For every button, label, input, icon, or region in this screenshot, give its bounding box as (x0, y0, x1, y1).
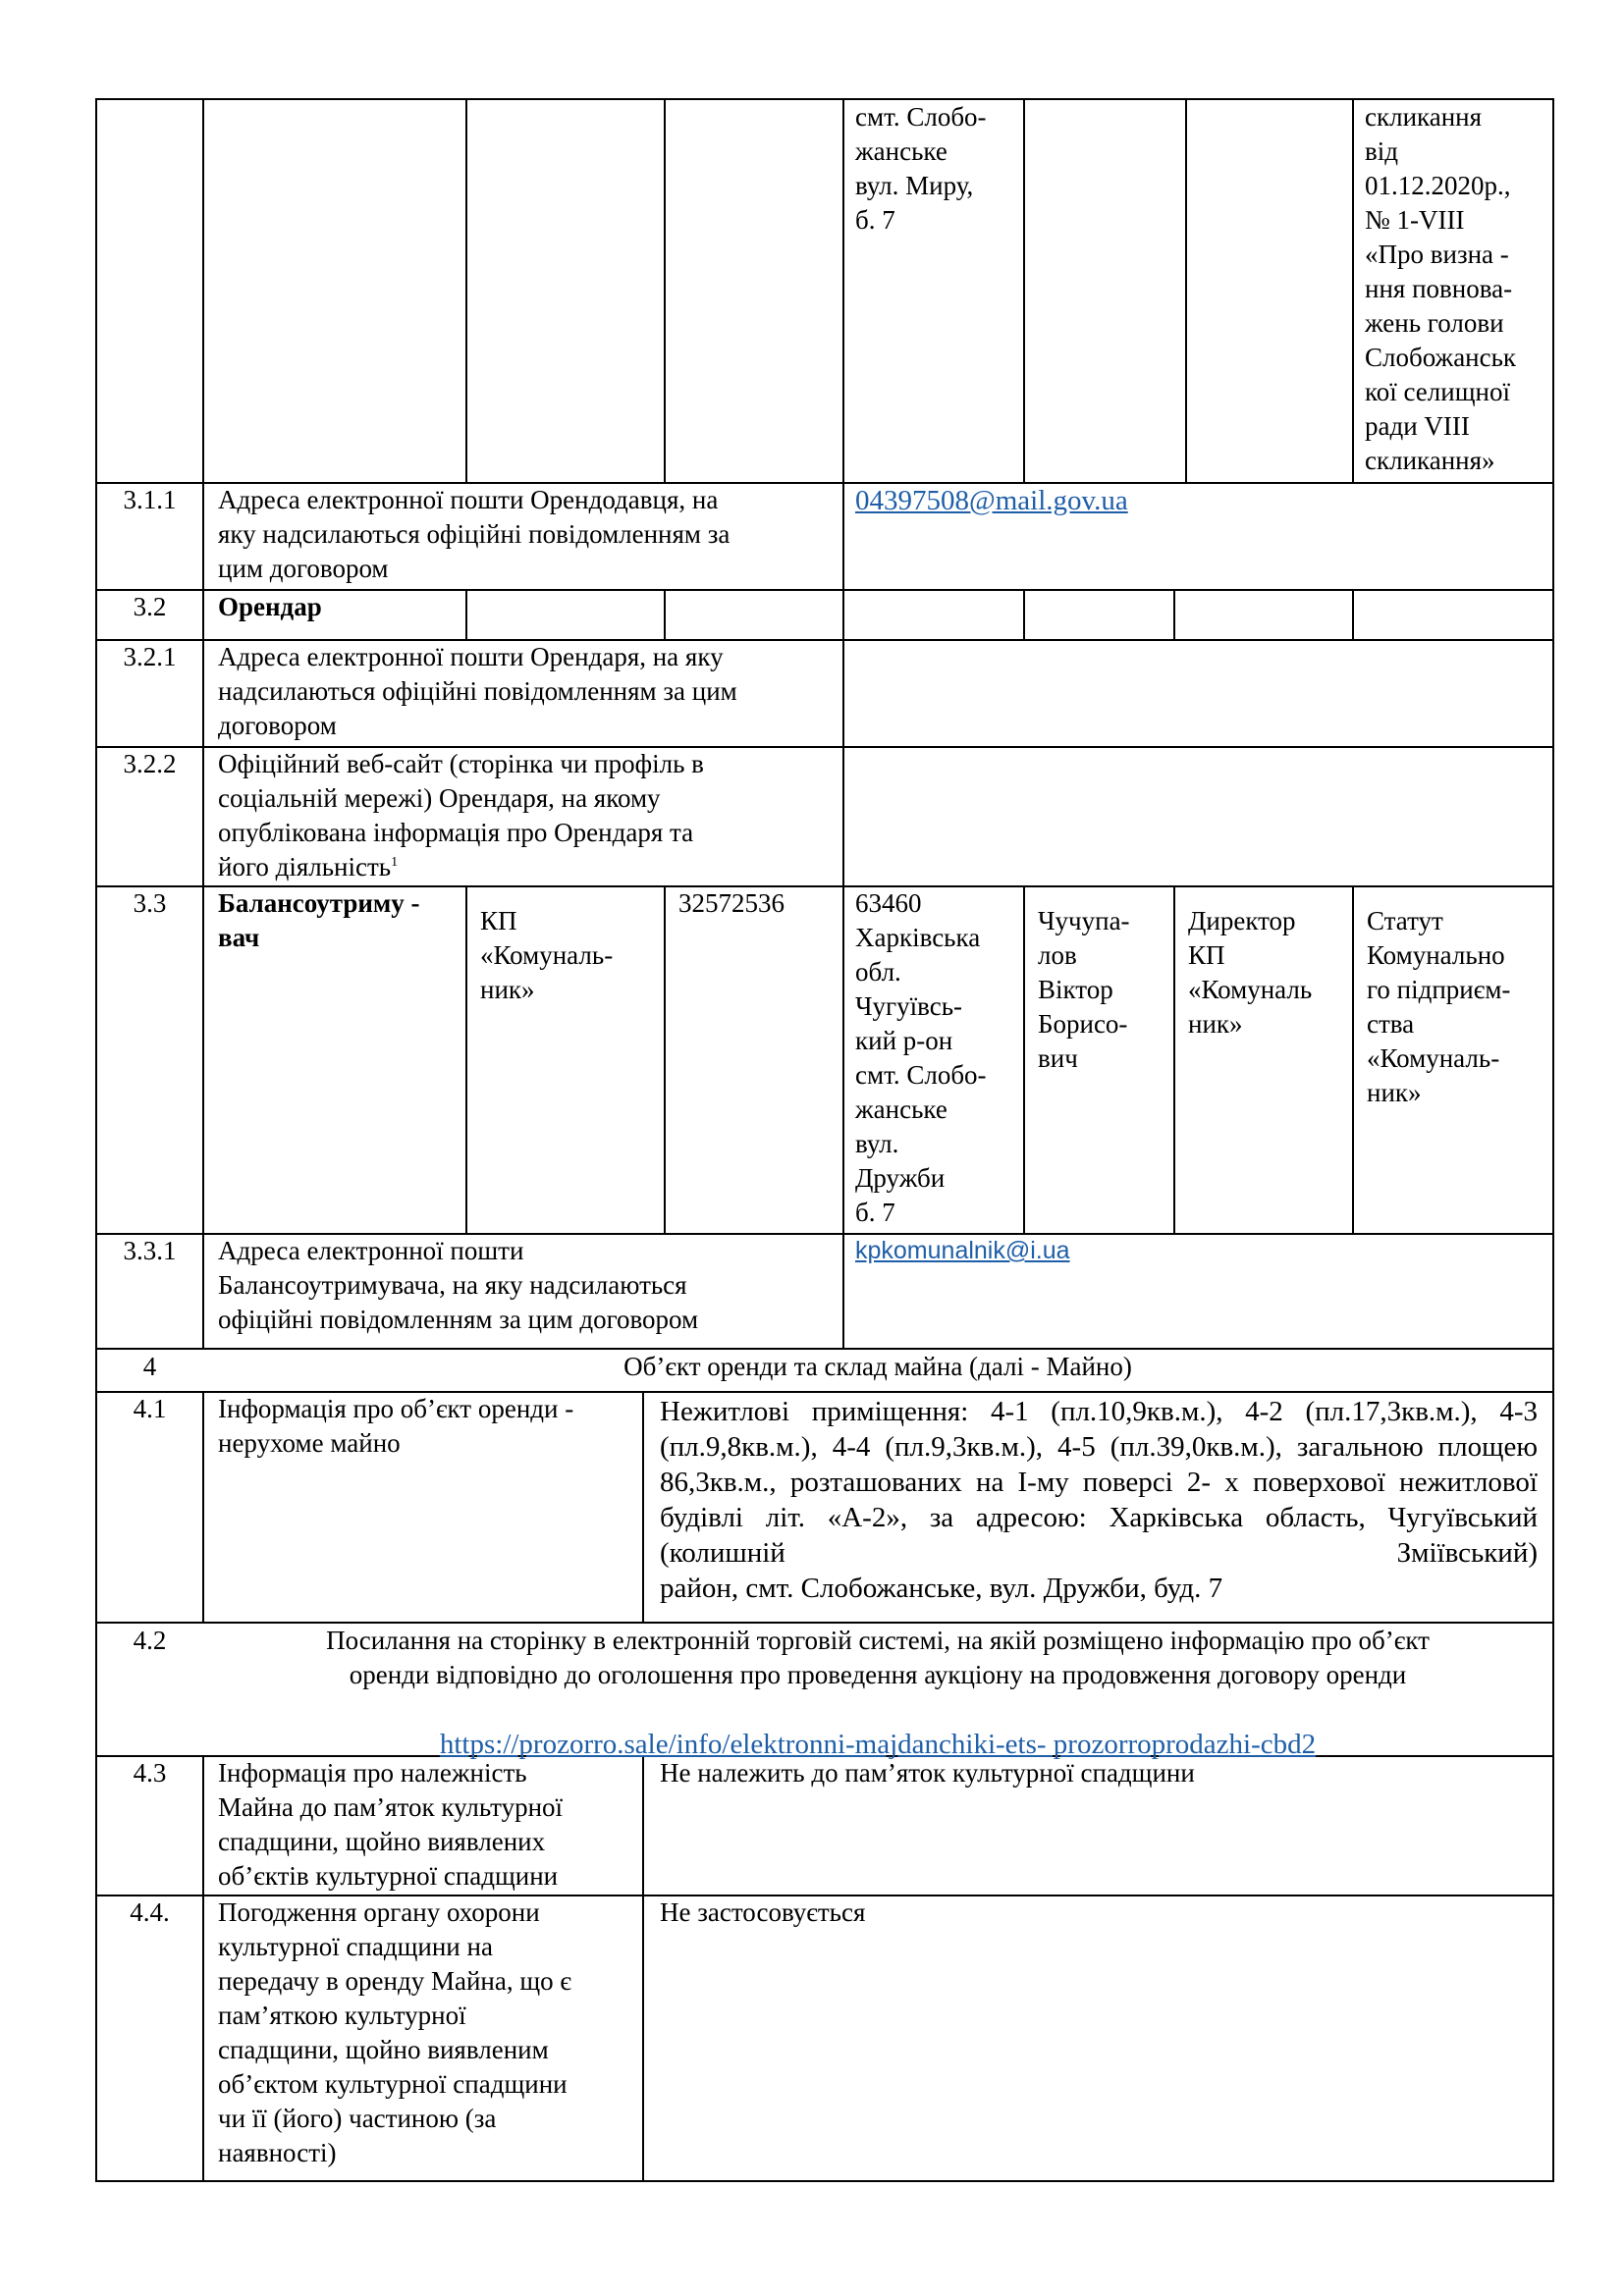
rule (95, 98, 1554, 100)
rule (465, 98, 467, 484)
rule (642, 1391, 644, 1624)
auction-page-link[interactable]: https://prozorro.sale/info/elektronni-majdanchiki-ets- prozorroprodazhi-cbd2 (439, 1729, 1317, 1760)
lease-object-label: Інформація про об’єкт оренди - нерухоме майно (218, 1394, 574, 1458)
rule (465, 589, 467, 641)
heritage-status-label: Інформація про належність Майна до пам’яток культурної спадщини, щойно виявлених об’єктів культурної спадщини (218, 1758, 564, 1891)
landlord-authority-basis-cell: скликання від 01.12.2020р., № 1-VIII «Про визна - ння повнова- жень голови Слобожанськ кої селищної ради VIII скликання» (1365, 102, 1517, 475)
rule (95, 2180, 1554, 2182)
lease-object-line: Нежитлові приміщення: 4-1 (пл.10,9кв.м.), 4-2 (пл.17,3кв.м.), (660, 1396, 1478, 1427)
balance-holder-email-label: Адреса електронної пошти Балансоутримувача, на яку надсилаються офіційні повідомленням за цим договором (218, 1236, 699, 1334)
rule (664, 98, 666, 484)
rule (664, 885, 666, 1235)
rule (842, 98, 844, 1350)
tenant-website-label (218, 747, 837, 884)
rule (1173, 589, 1175, 641)
rule (202, 1755, 204, 2182)
lease-object-line: х поверхової нежитлової будівлі літ. «А-2», за адресою: (660, 1467, 1538, 1533)
heritage-status-value: Не належить до пам’яток культурної спадщини (660, 1758, 1195, 1788)
balance-holder-heading: Балансоутриму - вач (218, 888, 420, 952)
lease-object-line: загальною площею 86,3кв.м., розташованих на І-му поверсі 2- (660, 1431, 1539, 1498)
lease-object-description (660, 1394, 1538, 1606)
rule (1023, 589, 1025, 641)
tenant-email-label: Адреса електронної пошти Орендаря, на яку надсилаються офіційні повідомленням за цим договором (218, 642, 737, 740)
tenant-heading: Орендар (218, 592, 322, 621)
balance-holder-head-name: Чучупа- лов Віктор Борисо- вич (1038, 906, 1130, 1073)
footnote-mark: 1 (391, 855, 399, 870)
tenant-website-label-text: Офіційний веб-сайт (сторінка чи профіль в соціальній мережі) Орендаря, на якому опублікована інформація про Орендаря та його діяльність (218, 749, 704, 881)
row-number: 3.3 (133, 888, 167, 918)
row-number: 4.4. (130, 1897, 170, 1927)
rule (1023, 885, 1025, 1235)
row-number: 4.3 (133, 1758, 167, 1788)
rule (1352, 98, 1354, 484)
landlord-email-label: Адреса електронної пошти Орендодавця, на яку надсилаються офіційні повідомленням за цим договором (218, 485, 731, 583)
rule (1352, 885, 1354, 1235)
rule (1552, 98, 1554, 2182)
landlord-address-cell: смт. Слобо- жанське вул. Миру, б. 7 (855, 102, 987, 235)
row-number: 4.1 (133, 1394, 167, 1423)
heritage-approval-label: Погодження органу охорони культурної спадщини на передачу в оренду Майна, що є пам’яткою культурної спадщини, щойно виявленим об’єктом культурної спадщини чи її (його) частиною (за наявності) (218, 1897, 571, 2167)
section-4-title: Об’єкт оренди та склад майна (далі - Майно) (623, 1352, 1132, 1381)
rule (1185, 98, 1187, 484)
row-number: 4.2 (133, 1626, 167, 1655)
rule (664, 589, 666, 641)
landlord-email-link[interactable]: 04397508@mail.gov.ua (855, 485, 1128, 516)
auction-link-wrap (206, 1692, 1549, 1762)
rule (1023, 98, 1025, 484)
rule (202, 1391, 204, 1624)
row-number: 3.2 (133, 592, 167, 621)
rule (465, 885, 467, 1235)
balance-holder-basis: Статут Комунально го підприєм- ства «Комуналь- ник» (1367, 906, 1511, 1107)
rule (202, 98, 204, 1350)
heritage-approval-value: Не застосовується (660, 1897, 866, 1927)
row-number: 3.1.1 (123, 485, 177, 514)
row-number: 4 (142, 1352, 157, 1381)
lease-object-line: Харківська область, Чугуївський (колишній Зміївський) (660, 1502, 1539, 1569)
balance-holder-address: 63460 Харківська обл. Чугуївсь- кий р-он смт. Слобо- жанське вул. Дружби б. 7 (855, 888, 987, 1227)
row-number: 3.3.1 (123, 1236, 177, 1265)
balance-holder-email-link[interactable]: kpkomunalnik@i.ua (855, 1237, 1070, 1264)
rule (95, 98, 97, 2182)
auction-page-text: Посилання на сторінку в електронній торговій системі, на якій розміщено інформацію про об’єкт оренди відповідно до оголошення про проведення аукціону на продовження договору оренди (326, 1626, 1430, 1689)
lease-object-line: район, смт. Слобожанське, вул. Дружби, буд. 7 (660, 1573, 1223, 1604)
rule (642, 1755, 644, 2182)
rule (1352, 589, 1354, 641)
balance-holder-position: Директор КП «Комуналь ник» (1188, 906, 1313, 1039)
rule (1173, 885, 1175, 1235)
balance-holder-code: 32572536 (678, 888, 785, 918)
balance-holder-name: КП «Комуналь- ник» (480, 906, 614, 1004)
row-number: 3.2.2 (123, 749, 177, 778)
row-number: 3.2.1 (123, 642, 177, 671)
lease-object-line: 4-3 (пл.9,8кв.м.), 4-4 (пл.9,3кв.м.), 4-5 (пл.39,0кв.м.), (660, 1396, 1538, 1463)
